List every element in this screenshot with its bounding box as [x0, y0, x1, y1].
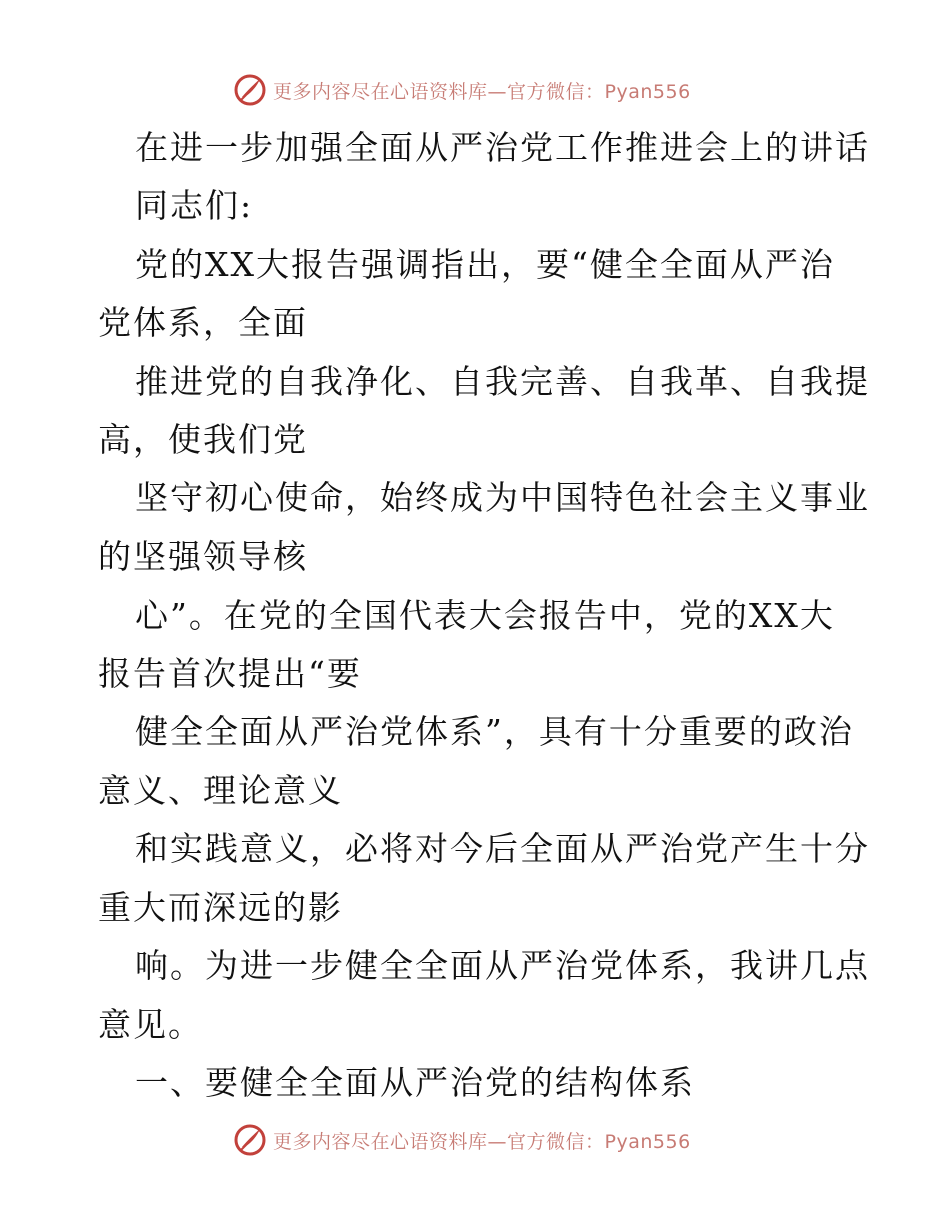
watermark-footer — [233, 1122, 691, 1158]
paragraph-line: 心”。在党的全国代表大会报告中，党的XX大 — [135, 596, 835, 635]
paragraph-line: 和实践意义，必将对今后全面从严治党产生十分 — [135, 829, 870, 868]
salutation: 同志们: — [135, 186, 254, 225]
paragraph-line: 坚守初心使命，始终成为中国特色社会主义事业 — [135, 478, 870, 517]
paragraph-line: 响。为进一步健全全面从严治党体系，我讲几点 — [135, 946, 870, 985]
paragraph-line: 重大而深远的影 — [98, 888, 343, 927]
quill-logo-icon — [233, 1123, 267, 1157]
watermark-header — [233, 72, 691, 108]
quill-logo-icon — [233, 73, 267, 107]
paragraph-line: 党体系，全面 — [98, 303, 308, 342]
watermark-text: 更多内容尽在心语资料库—官方微信：Pyan556 — [273, 1130, 691, 1153]
watermark-text: 更多内容尽在心语资料库—官方微信：Pyan556 — [273, 80, 691, 103]
paragraph-line: 意义、理论意义 — [98, 771, 343, 810]
document-title: 在进一步加强全面从严治党工作推进会上的讲话 — [135, 128, 870, 167]
paragraph-line: 报告首次提出“要 — [98, 654, 362, 693]
paragraph-line: 意见。 — [98, 1005, 203, 1044]
section-heading: 一、要健全全面从严治党的结构体系 — [135, 1063, 695, 1102]
paragraph-line: 高，使我们党 — [98, 420, 308, 459]
paragraph-line: 党的XX大报告强调指出，要“健全全面从严治 — [135, 245, 835, 284]
paragraph-line: 推进党的自我净化、自我完善、自我革、自我提 — [135, 362, 870, 401]
paragraph-line: 的坚强领导核 — [98, 537, 308, 576]
paragraph-line: 健全全面从严治党体系”，具有十分重要的政治 — [135, 712, 854, 751]
